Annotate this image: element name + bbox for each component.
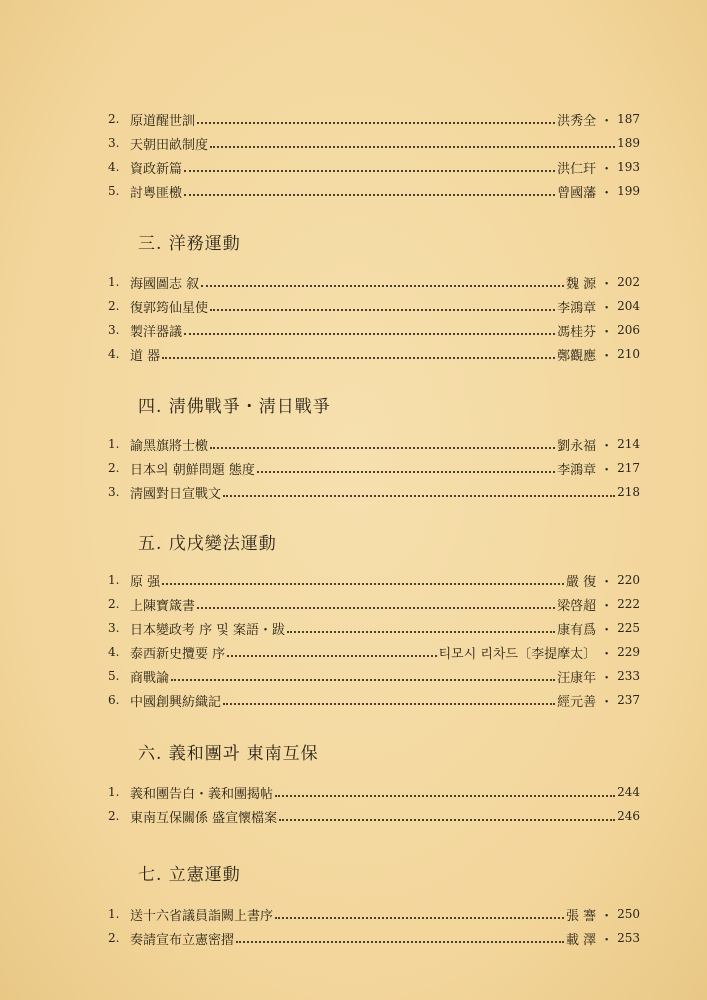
entry-title: 復郭筠仙星使 [130,300,209,316]
entry-page: 187 [617,112,640,126]
entry-author: 馮桂芬 [557,324,597,340]
entry-title: 送十六省議員詣闕上書序 [130,908,274,924]
dot-leader [210,308,555,311]
toc-entry: 1. 海國圖志 叙 魏 源 ・ 202 [108,272,640,292]
entry-page: 222 [617,597,640,611]
entry-author: 梁啓超 [557,598,597,614]
toc-entry [108,482,640,502]
toc-entry: 2. 日本의 朝鮮問題 態度 李鴻章 ・ 217 [108,458,640,478]
entry-page: 246 [617,809,640,823]
dot-leader [184,332,555,335]
entry-number: 5. [108,669,120,683]
entry-title: 天朝田畝制度 [130,137,209,153]
entry-title: 泰西新史攬要 序 [130,646,226,662]
toc-entry: 3. 日本變政考 序 및 案語・跋 康有爲 ・ 225 [108,618,640,638]
toc-entry: 4. 泰西新史攬要 序 티모시 리차드〔李提摩太〕 ・ 229 [108,642,640,662]
dot-leader [210,446,555,449]
entry-title: 製洋器議 [130,324,183,340]
entry-page: 189 [617,136,640,150]
entry-number: 1. [108,785,120,799]
entry-page: 220 [617,573,640,587]
toc-entry: 2. 上陳寶箴書 梁啓超 ・ 222 [108,594,640,614]
entry-number: 1. [108,437,120,451]
toc-entry: 1. 送十六省議員詣闕上書序 張 謇 ・ 250 [108,904,640,924]
entry-page: 202 [617,275,640,289]
dot-leader [184,169,555,172]
dot-leader [223,494,615,497]
entry-page: 237 [617,693,640,707]
entry-title: 中國創興紡織記 [130,694,222,710]
dot-leader [227,654,436,657]
entry-title: 海國圖志 叙 [130,276,200,292]
entry-number: 2. [108,461,120,475]
entry-author: 汪康年 [557,670,597,686]
entry-number: 6. [108,693,120,707]
section-heading: 五. 戊戌變法運動 [138,534,277,554]
entry-title: 日本變政考 序 및 案語・跋 [130,622,285,638]
entry-title: 淸國對日宣戰文 [130,486,222,502]
entry-page: 206 [617,323,640,337]
entry-number: 3. [108,136,120,150]
entry-number: 2. [108,299,120,313]
entry-author: 李鴻章 [557,300,597,316]
dot-leader [162,582,564,585]
toc-entry: 3. 製洋器議 馮桂芬 ・ 206 [108,320,640,340]
dot-leader [223,702,555,705]
entry-page: 199 [617,184,640,198]
entry-author: 魏 源 [565,276,597,292]
entry-number: 2. [108,112,120,126]
dot-leader [279,818,615,821]
entry-title: 義和團告白・義和團揭帖 [130,786,274,802]
entry-author: 載 澤 [565,932,597,948]
entry-author: 李鴻章 [557,462,597,478]
entry-title: 商戰論 [130,670,170,686]
toc-entry: 6. 中國創興紡織記 經元善 ・ 237 [108,690,640,710]
entry-author: 曾國藩 [557,185,597,201]
dot-leader [287,630,555,633]
section-heading: 四. 淸佛戰爭・淸日戰爭 [138,397,331,417]
entry-number: 2. [108,931,120,945]
entry-number: 1. [108,573,120,587]
section-heading: 七. 立憲運動 [138,865,241,885]
entry-author: 嚴 復 [565,574,597,590]
dot-leader [171,678,555,681]
entry-number: 2. [108,809,120,823]
entry-page: 217 [617,461,640,475]
toc-entry: 1. 諭黑旗將士檄 劉永福 ・ 214 [108,434,640,454]
entry-author: 經元善 [557,694,597,710]
entry-title: 討粵匪檄 [130,185,183,201]
entry-title: 東南互保關係 盛宣懷檔案 [130,810,278,826]
entry-title: 原道醒世訓 [130,113,196,129]
entry-title: 道 器 [130,348,161,364]
dot-leader [236,940,564,943]
entry-author: 張 謇 [565,908,597,924]
dot-leader [275,916,564,919]
entry-author: 劉永福 [557,438,597,454]
section-heading: 三. 洋務運動 [138,234,241,254]
entry-page: 250 [617,907,640,921]
dot-leader [197,606,555,609]
entry-number: 4. [108,645,120,659]
toc-entry: 4. 道 器 鄭觀應 ・ 210 [108,344,640,364]
entry-page: 233 [617,669,640,683]
entry-number: 4. [108,347,120,361]
entry-title: 諭黑旗將士檄 [130,438,209,454]
entry-number: 3. [108,485,120,499]
entry-title: 原 强 [130,574,161,590]
toc-entry: 2. 復郭筠仙星使 李鴻章 ・ 204 [108,296,640,316]
entry-page: 218 [617,485,640,499]
entry-number: 1. [108,907,120,921]
toc-entry [108,133,640,153]
dot-leader [257,470,555,473]
toc-entry [108,806,640,826]
entry-title: 日本의 朝鮮問題 態度 [130,462,255,478]
entry-title: 上陳寶箴書 [130,598,196,614]
dot-leader [184,193,555,196]
entry-number: 3. [108,323,120,337]
entry-number: 2. [108,597,120,611]
dot-leader [210,145,615,148]
entry-page: 204 [617,299,640,313]
dot-leader [201,284,564,287]
dot-leader [197,121,555,124]
entry-author: 洪仁玕 [557,161,597,177]
toc-entry: 2. 奏請宣布立憲密摺 載 澤 ・ 253 [108,928,640,948]
toc-entry: 1. 原 强 嚴 復 ・ 220 [108,570,640,590]
entry-title: 奏請宣布立憲密摺 [130,932,235,948]
toc-entry: 5. 討粵匪檄 曾國藩 ・ 199 [108,181,640,201]
toc-entry: 4. 資政新篇 洪仁玕 ・ 193 [108,157,640,177]
entry-page: 229 [617,645,640,659]
entry-number: 4. [108,160,120,174]
entry-page: 225 [617,621,640,635]
entry-page: 214 [617,437,640,451]
entry-page: 244 [617,785,640,799]
entry-number: 1. [108,275,120,289]
toc-entry: 5. 商戰論 汪康年 ・ 233 [108,666,640,686]
dot-leader [162,356,555,359]
entry-page: 253 [617,931,640,945]
entry-page: 210 [617,347,640,361]
entry-author: 티모시 리차드〔李提摩太〕 [438,646,597,662]
entry-number: 3. [108,621,120,635]
entry-number: 5. [108,184,120,198]
entry-page: 193 [617,160,640,174]
entry-author: 鄭觀應 [557,348,597,364]
section-heading: 六. 義和團과 東南互保 [138,744,319,764]
toc-entry: 2. 原道醒世訓 洪秀全 ・ 187 [108,109,640,129]
entry-title: 資政新篇 [130,161,183,177]
dot-leader [275,794,615,797]
entry-author: 洪秀全 [557,113,597,129]
entry-author: 康有爲 [557,622,597,638]
toc-entry [108,782,640,802]
